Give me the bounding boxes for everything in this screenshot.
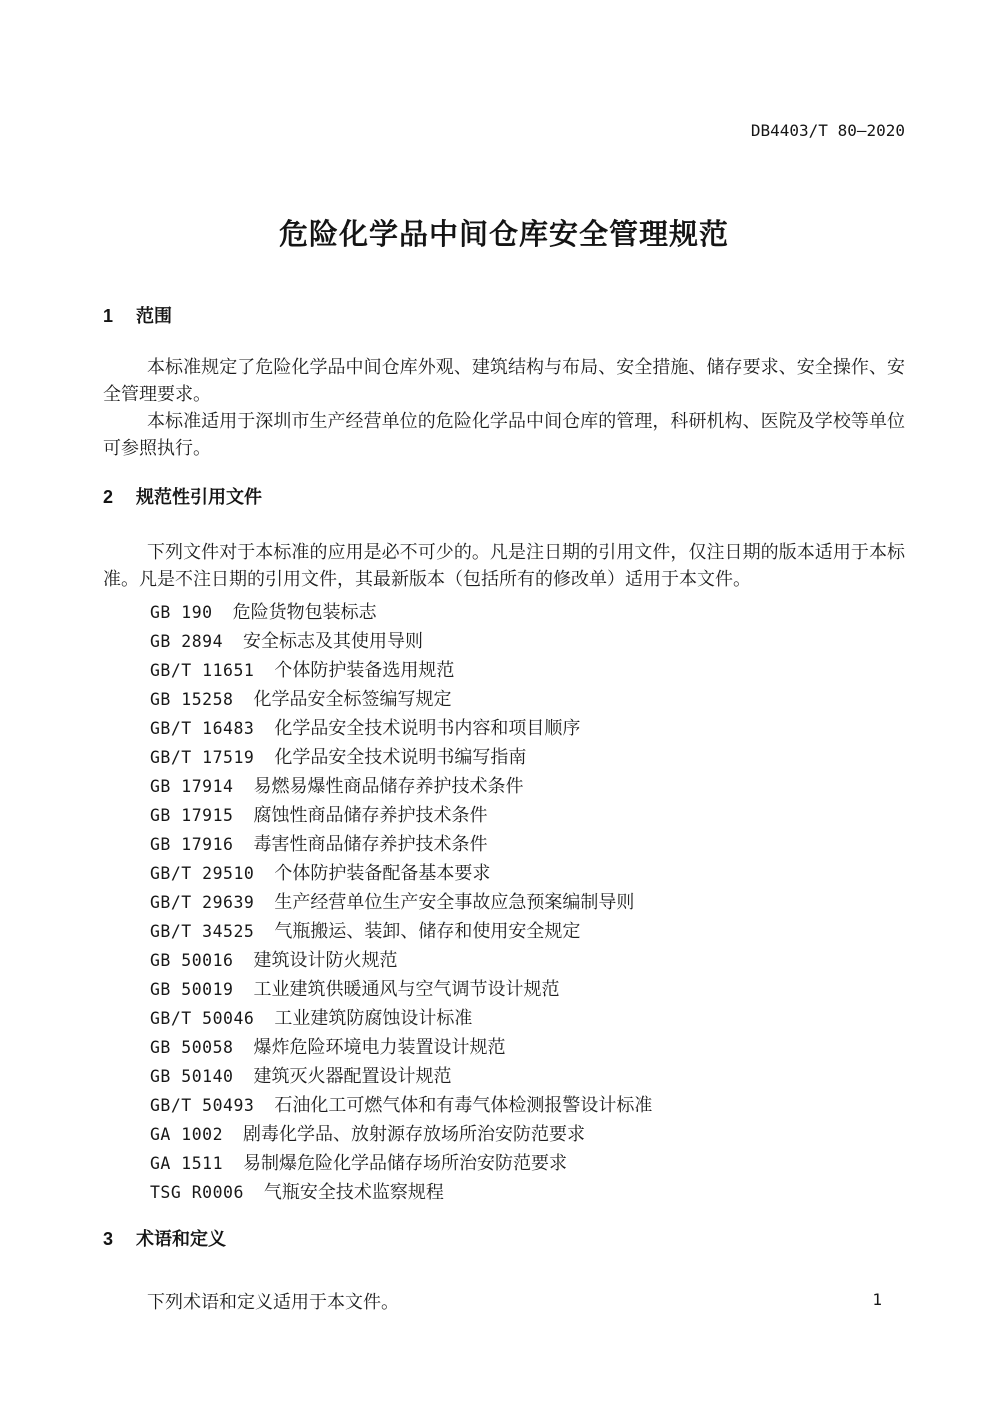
- reference-code: GA 1511: [150, 1154, 224, 1173]
- reference-code: GB/T 50493: [150, 1096, 255, 1115]
- reference-title: 易燃易爆性商品储存养护技术条件: [253, 776, 524, 796]
- page-number: 1: [872, 1290, 882, 1309]
- reference-code: GB/T 50046: [150, 1009, 255, 1028]
- reference-title: 建筑设计防火规范: [253, 950, 398, 970]
- normative-references-list: [103, 598, 905, 1207]
- reference-code: GB/T 11651: [150, 661, 255, 680]
- document-title: 危险化学品中间仓库安全管理规范: [278, 219, 729, 251]
- reference-code: GB 50140: [150, 1067, 234, 1086]
- reference-title: 化学品安全技术说明书编写指南: [274, 747, 527, 767]
- section-1-number: 1: [103, 306, 114, 326]
- reference-item: [103, 1004, 905, 1033]
- reference-item: [103, 1178, 905, 1207]
- section-3-number: 3: [103, 1229, 114, 1249]
- section-3-title: 术语和定义: [136, 1229, 226, 1249]
- reference-item: [103, 1149, 905, 1178]
- reference-code: GB 17916: [150, 835, 234, 854]
- reference-title: 个体防护装备配备基本要求: [274, 863, 491, 883]
- reference-item: [103, 917, 905, 946]
- reference-code: GB/T 29510: [150, 864, 255, 883]
- reference-item: [103, 946, 905, 975]
- reference-code: GB/T 16483: [150, 719, 255, 738]
- reference-title: 气瓶安全技术监察规程: [263, 1182, 444, 1202]
- reference-title: 化学品安全标签编写规定: [253, 689, 452, 709]
- reference-item: [103, 888, 905, 917]
- reference-title: 石油化工可燃气体和有毒气体检测报警设计标准: [274, 1095, 653, 1115]
- reference-code: GB 15258: [150, 690, 234, 709]
- reference-title: 建筑灭火器配置设计规范: [253, 1066, 452, 1086]
- reference-title: 爆炸危险环境电力装置设计规范: [253, 1037, 506, 1057]
- section-1-title: 范围: [136, 306, 172, 326]
- reference-code: GB 50016: [150, 951, 234, 970]
- reference-item: [103, 598, 905, 627]
- reference-item: [103, 801, 905, 830]
- reference-title: 毒害性商品储存养护技术条件: [253, 834, 488, 854]
- reference-item: [103, 1120, 905, 1149]
- reference-item: [103, 975, 905, 1004]
- section-1-paragraph-2: 本标准适用于深圳市生产经营单位的危险化学品中间仓库的管理，科研机构、医院及学校等单位可参照执行。: [103, 411, 905, 458]
- section-1-heading: [103, 305, 905, 327]
- reference-code: GB 50019: [150, 980, 234, 999]
- reference-title: 易制爆危险化学品储存场所治安防范要求: [243, 1153, 568, 1173]
- section-3-heading: [103, 1228, 905, 1250]
- reference-code: GB/T 34525: [150, 922, 255, 941]
- section-3-paragraph-1: 下列术语和定义适用于本文件。: [147, 1292, 399, 1312]
- reference-item: [103, 830, 905, 859]
- reference-title: 工业建筑防腐蚀设计标准: [274, 1008, 473, 1028]
- reference-code: GB 2894: [150, 632, 224, 651]
- reference-item: [103, 1033, 905, 1062]
- reference-code: GB 190: [150, 603, 213, 622]
- reference-code: GB 17915: [150, 806, 234, 825]
- reference-title: 剧毒化学品、放射源存放场所治安防范要求: [243, 1124, 586, 1144]
- reference-title: 安全标志及其使用导则: [243, 631, 424, 651]
- reference-code: GB/T 17519: [150, 748, 255, 767]
- reference-code: GB/T 29639: [150, 893, 255, 912]
- reference-title: 工业建筑供暖通风与空气调节设计规范: [253, 979, 560, 999]
- reference-title: 个体防护装备选用规范: [274, 660, 455, 680]
- reference-item: [103, 859, 905, 888]
- reference-item: [103, 1062, 905, 1091]
- reference-item: [103, 772, 905, 801]
- standard-code-header: DB4403/T 80—2020: [750, 121, 905, 140]
- reference-code: GB 17914: [150, 777, 234, 796]
- section-2-intro-paragraph: 下列文件对于本标准的应用是必不可少的。凡是注日期的引用文件，仅注日期的版本适用于本标准。凡是不注日期的引用文件，其最新版本（包括所有的修改单）适用于本文件。: [103, 542, 905, 589]
- reference-item: [103, 627, 905, 656]
- reference-item: [103, 685, 905, 714]
- reference-item: [103, 1091, 905, 1120]
- reference-item: [103, 714, 905, 743]
- reference-code: GA 1002: [150, 1125, 224, 1144]
- reference-title: 气瓶搬运、装卸、储存和使用安全规定: [274, 921, 581, 941]
- reference-item: [103, 656, 905, 685]
- section-2-title: 规范性引用文件: [136, 487, 262, 507]
- section-1-paragraph-1: 本标准规定了危险化学品中间仓库外观、建筑结构与布局、安全措施、储存要求、安全操作、安全管理要求。: [103, 357, 905, 404]
- reference-title: 化学品安全技术说明书内容和项目顺序: [274, 718, 581, 738]
- reference-title: 腐蚀性商品储存养护技术条件: [253, 805, 488, 825]
- reference-code: TSG R0006: [150, 1183, 244, 1202]
- reference-title: 危险货物包装标志: [232, 602, 377, 622]
- section-2-number: 2: [103, 487, 114, 507]
- reference-title: 生产经营单位生产安全事故应急预案编制导则: [274, 892, 635, 912]
- section-2-heading: [103, 486, 905, 508]
- reference-code: GB 50058: [150, 1038, 234, 1057]
- reference-item: [103, 743, 905, 772]
